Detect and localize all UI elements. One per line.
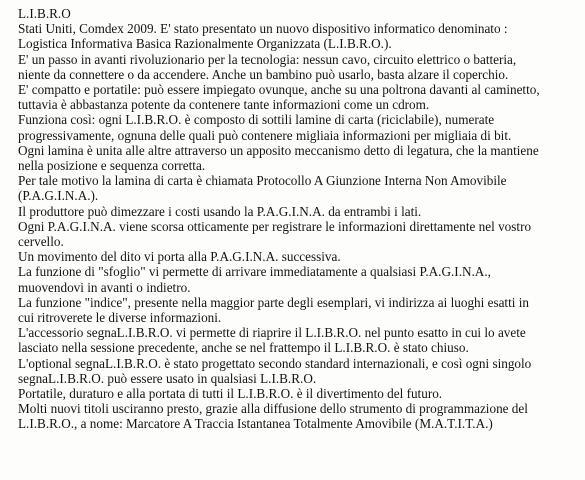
text-line: La funzione di "sfoglio" vi permette di arrivare immediatamente a qualsiasi P.A.G.I.N.A.,: [18, 264, 491, 280]
text-line: L'accessorio segnaL.I.B.R.O. vi permette di riaprire il L.I.B.R.O. nel punto esatto in cui lo avete: [18, 325, 526, 341]
text-line: La funzione "indice", presente nella maggior parte degli esemplari, vi indirizza ai luoghi esatti in: [18, 294, 529, 310]
text-line: Portatile, duraturo e alla portata di tutti il L.I.B.R.O. è il divertimento del futuro.: [18, 386, 443, 402]
text-line: L'optional segnaL.I.B.R.O. è stato progettato secondo standard internazionali, e così ogni singolo: [18, 355, 532, 371]
text-line: cui ritroverete le diverse informazioni.: [18, 310, 222, 326]
text-line: Per tale motivo la lamina di carta è chiamata Protocollo A Giunzione Interna Non Amovibile: [18, 173, 507, 189]
text-line: Logistica Informativa Basica Razionalmente Organizzata (L.I.B.R.O.).: [18, 36, 392, 52]
text-line: Stati Uniti, Comdex 2009. E' stato presentato un nuovo dispositivo informatico denominato :: [18, 21, 508, 37]
text-line: (P.A.G.I.N.A.).: [18, 188, 99, 204]
text-line: Il produttore può dimezzare i costi usando la P.A.G.I.N.A. da entrambi i lati.: [18, 203, 422, 219]
text-line: Funziona così: ogni L.I.B.R.O. è composto di sottili lamine di carta (riciclabile), numerate: [18, 112, 495, 128]
text-line: Molti nuovi titoli usciranno presto, grazie alla diffusione dello strumento di programmazione del: [18, 401, 528, 417]
text-line: Un movimento del dito vi porta alla P.A.G.I.N.A. successiva.: [18, 249, 341, 265]
text-line: L.I.B.R.O., a nome: Marcatore A Traccia Istantanea Totalmente Amovibile (M.A.T.I.T.A.): [18, 416, 493, 432]
text-line: cervello.: [18, 234, 64, 250]
text-line: progressivamente, ognuna delle quali può contenere migliaia informazioni per migliaia di bit.: [18, 127, 512, 143]
text-line: tuttavia è abbastanza potente da contenere tante informazioni come un cdrom.: [18, 97, 430, 113]
text-line: E' un passo in avanti rivoluzionario per la tecnologia: nessun cavo, circuito elettrico o batteria,: [18, 51, 517, 67]
text-line: E' compatto e portatile: può essere impiegato ovunque, anche su una poltrona davanti al caminetto,: [18, 82, 540, 98]
text-line: muovendovi in avanti o indietro.: [18, 279, 191, 295]
text-line: niente da connettere o da accendere. Anche un bambino può usarlo, basta alzare il coperchio.: [18, 66, 509, 82]
text-line: nella posizione e sequenza corretta.: [18, 158, 206, 174]
document-title: L.I.B.R.O: [18, 6, 71, 21]
text-line: Ogni P.A.G.I.N.A. viene scorsa otticamente per registrare le informazioni direttamente nel vostro: [18, 218, 532, 234]
text-line: segnaL.I.B.R.O. può essere usato in qualsiasi L.I.B.R.O.: [18, 370, 317, 386]
text-line: lasciato nella sessione precedente, anche se nel frattempo il L.I.B.R.O. è stato chiuso.: [18, 340, 469, 356]
text-line: Ogni lamina è unita alle altre attraverso un apposito meccanismo detto di legatura, che la mantiene: [18, 142, 539, 158]
